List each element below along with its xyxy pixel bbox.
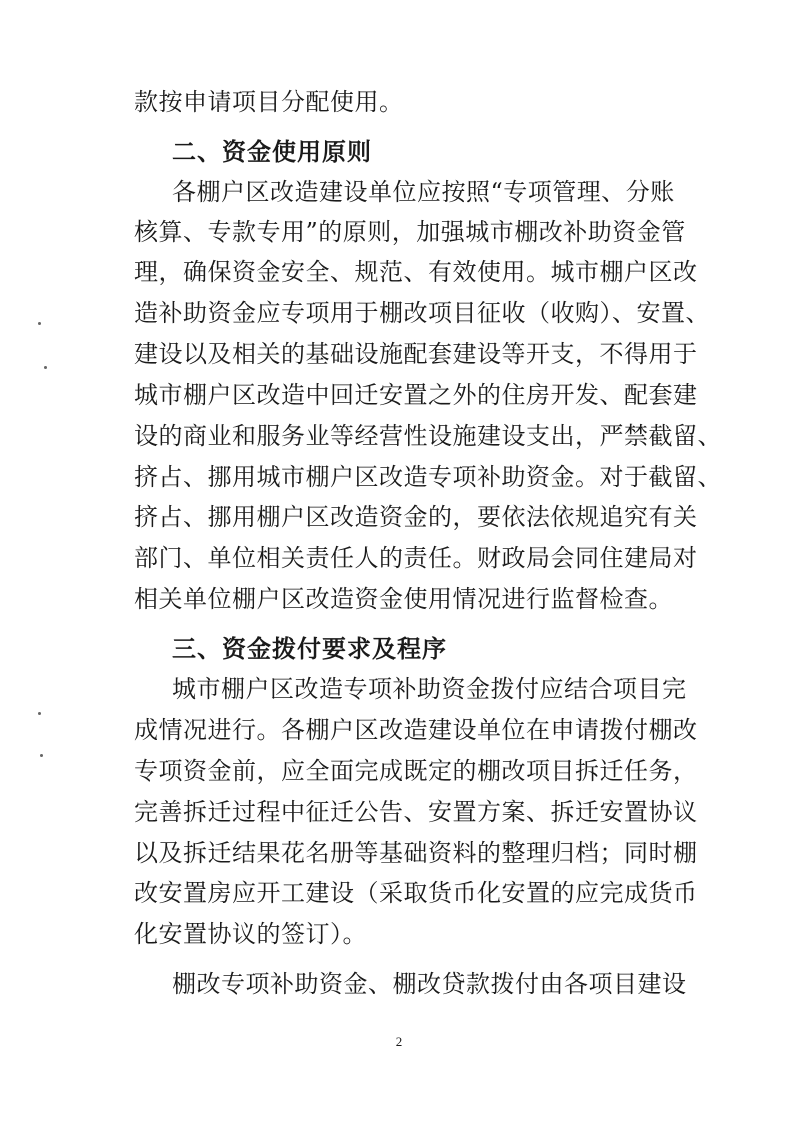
paragraph-line: 改安置房应开工建设（采取货币化安置的应完成货币 [134, 879, 698, 907]
paragraph-line: 专项资金前，应全面完成既定的棚改项目拆迁任务， [134, 757, 698, 785]
paragraph-line: 城市棚户区改造专项补助资金拨付应结合项目完 [172, 675, 687, 703]
paragraph-line: 部门、单位相关责任人的责任。财政局会同住建局对 [134, 544, 698, 572]
paragraph-line: 相关单位棚户区改造资金使用情况进行监督检查。 [134, 585, 673, 613]
paragraph-line: 以及拆迁结果花名册等基础资料的整理归档；同时棚 [134, 839, 698, 867]
paragraph-line: 建设以及相关的基础设施配套建设等开支，不得用于 [134, 340, 698, 368]
scan-mark [38, 322, 41, 325]
paragraph-line: 化安置协议的签订）。 [134, 920, 367, 948]
scan-mark [44, 366, 47, 369]
paragraph-line: 款按申请项目分配使用。 [134, 88, 404, 116]
section-heading-principles: 二、资金使用原则 [172, 138, 372, 166]
paragraph-line: 成情况进行。各棚户区改造建设单位在申请拨付棚改 [134, 716, 698, 744]
paragraph-line: 城市棚户区改造中回迁安置之外的住房开发、配套建 [134, 381, 698, 409]
paragraph-line: 理，确保资金安全、规范、有效使用。城市棚户区改 [134, 258, 698, 286]
paragraph-line: 核算、专款专用”的原则，加强城市棚改补助资金管 [134, 218, 686, 246]
paragraph-line: 挤占、挪用城市棚户区改造专项补助资金。对于截留、 [134, 463, 722, 491]
paragraph-line: 完善拆迁过程中征迁公告、安置方案、拆迁安置协议 [134, 798, 698, 826]
scan-mark [40, 754, 43, 757]
section-heading-procedures: 三、资金拨付要求及程序 [172, 635, 447, 663]
paragraph-line: 挤占、挪用棚户区改造资金的，要依法依规追究有关 [134, 503, 698, 531]
page-number: 2 [395, 1034, 403, 1049]
paragraph-line: 各棚户区改造建设单位应按照“专项管理、分账 [172, 178, 675, 206]
paragraph-line: 棚改专项补助资金、棚改贷款拨付由各项目建设 [172, 970, 687, 998]
paragraph-line: 设的商业和服务业等经营性设施建设支出，严禁截留、 [134, 422, 722, 450]
scan-mark [38, 712, 41, 715]
paragraph-line: 造补助资金应专项用于棚改项目征收（收购）、安置、 [134, 299, 710, 327]
